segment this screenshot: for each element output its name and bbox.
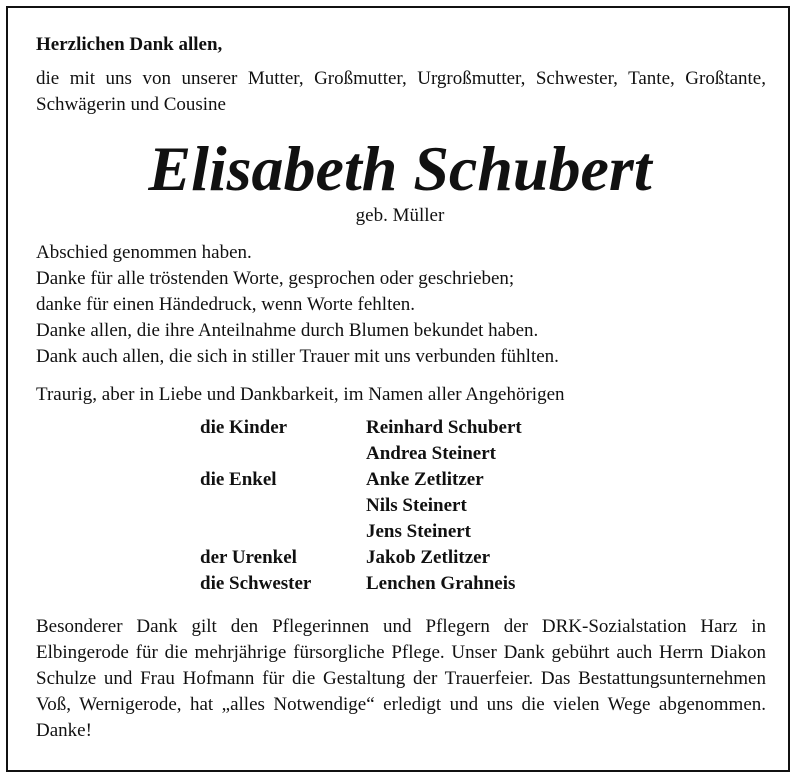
relative-role: der Urenkel [200, 547, 297, 568]
relative-row [200, 493, 522, 519]
relative-role: die Schwester [200, 573, 312, 594]
maiden-name: geb. Müller [355, 205, 445, 226]
relative-role [200, 519, 366, 545]
relative-name: Nils Steinert [366, 495, 467, 516]
relative-row [200, 467, 522, 493]
thanks-line: Dank auch allen, die sich in stiller Trauer mit uns verbunden fühlten. [36, 346, 559, 367]
relative-name: Anke Zetlitzer [366, 469, 484, 490]
relative-row [200, 545, 522, 571]
thanks-line: Danke für alle tröstenden Worte, gesprochen oder geschrieben; [36, 268, 515, 289]
relative-role [200, 493, 366, 519]
relative-name: Jakob Zetlitzer [366, 547, 491, 568]
signoff: Traurig, aber in Liebe und Dankbarkeit, im Namen aller Angehörigen [36, 384, 565, 405]
relative-row [200, 519, 522, 545]
closing-text: Besonderer Dank gilt den Pflegerinnen und Pflegern der DRK-Sozialstation Harz in Elbingerode für die mehrjährige fürsorgliche Pflege. Unser Dank gebührt auch Herrn Diakon Schulze und Frau Hofmann für die Gestaltung der Trauerfeier. Das Bestattungsunternehmen Voß, Wernigerode, hat „alles Notwendige“ erledigt und uns die vielen Wege abgenommen. Danke! [36, 616, 766, 741]
relative-name: Jens Steinert [366, 521, 472, 542]
heading: Herzlichen Dank allen, [36, 34, 223, 55]
relative-row [200, 415, 522, 441]
relative-name: Lenchen Grahneis [366, 573, 516, 594]
thanks-line: Abschied genommen haben. [36, 242, 252, 263]
thanks-block [36, 240, 766, 370]
intro-text: die mit uns von unserer Mutter, Großmutter, Urgroßmutter, Schwester, Tante, Großtante, Schwägerin und Cousine [36, 68, 766, 115]
relative-role: die Kinder [200, 417, 288, 438]
relatives-list [200, 415, 522, 597]
relative-row [200, 571, 522, 597]
relative-role: die Enkel [200, 469, 277, 490]
relative-row [200, 441, 522, 467]
relative-name: Reinhard Schubert [366, 417, 522, 438]
relative-name: Andrea Steinert [366, 443, 496, 464]
thanks-line: Danke allen, die ihre Anteilnahme durch Blumen bekundet haben. [36, 320, 539, 341]
thanks-line: danke für einen Händedruck, wenn Worte fehlten. [36, 294, 416, 315]
deceased-name: Elisabeth Schubert [148, 133, 652, 204]
relative-role [200, 441, 366, 467]
